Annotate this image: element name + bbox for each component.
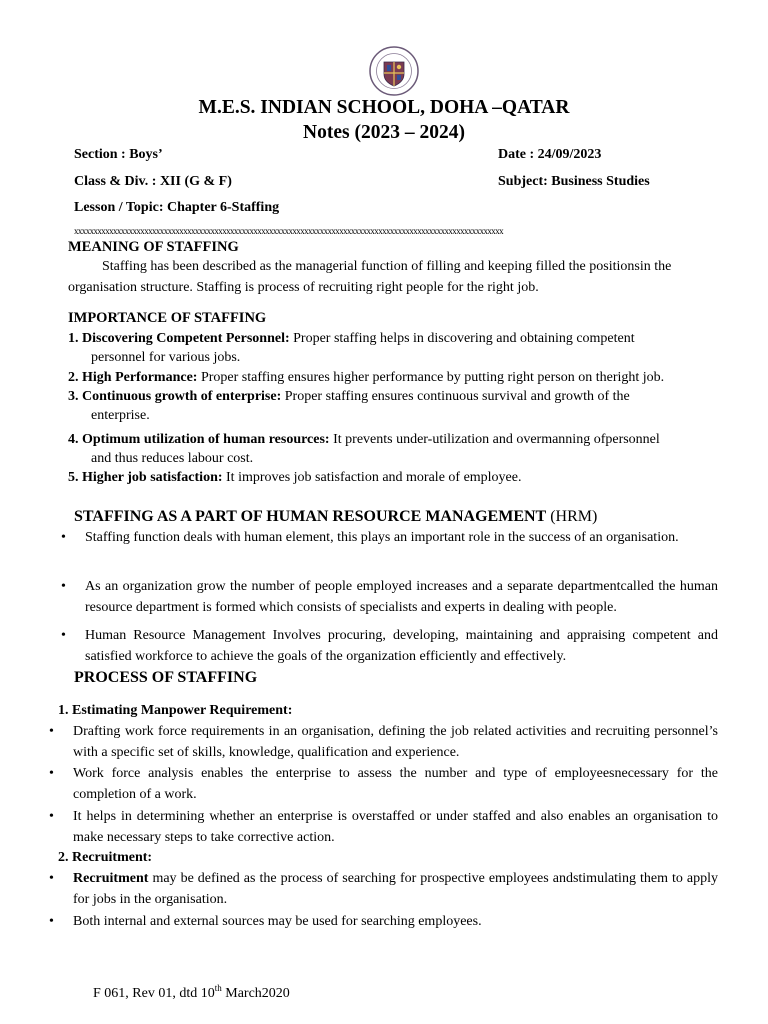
point-term: 1. Discovering Competent Personnel: [68, 331, 290, 346]
notes-year: Notes (2023 – 2024) [303, 122, 465, 143]
point-text: Proper staffing helps in discovering and obtaining competent [289, 331, 635, 346]
point-continuation: personnel for various jobs. [91, 350, 241, 365]
importance-point-2 [68, 368, 718, 387]
bullet-text: As an organization grow the number of people employed increases and a separate departmentcalled the human resource department is formed which consists of specialists and experts in dealing with people. [85, 579, 718, 615]
point-text: It improves job satisfaction and morale of employee. [222, 470, 522, 485]
point-continuation: and thus reduces labour cost. [91, 451, 254, 466]
date-label: Date : 24/09/2023 [498, 147, 602, 162]
bullet-text: may be defined as the process of searching for prospective employees andstimulating them to apply for jobs in the organisation. [73, 871, 718, 907]
hrm-heading-suffix: (HRM) [546, 508, 598, 525]
lesson-topic-label: Lesson / Topic: Chapter 6-Staffing [74, 200, 280, 215]
point-term: 2. High Performance: [68, 370, 198, 385]
bullet-text: Staffing function deals with human element, this plays an important role in the success of an organisation. [85, 530, 679, 545]
footer-pre: F 061, Rev 01, dtd 10 [93, 986, 215, 1001]
hrm-bullet-2 [61, 577, 718, 618]
point-term: 3. Continuous growth of enterprise: [68, 389, 282, 404]
hrm-bullet-3 [61, 626, 718, 667]
bullet-text: Drafting work force requirements in an organisation, defining the job related activities and recruiting personnel’s with a specific set of skills, knowledge, qualification and experience. [73, 724, 718, 760]
subject-label: Subject: Business Studies [498, 174, 650, 189]
point-text: Proper staffing ensures higher performance by putting right person on theright job. [197, 370, 665, 385]
separator-line: xxxxxxxxxxxxxxxxxxxxxxxxxxxxxxxxxxxxxxxxxxxxxxxxxxxxxxxxxxxxxxxxxxxxxxxxxxxxxxxxxxxxxxxxxxxxxxxxxxxxxxxxxxxxxx [74, 226, 504, 236]
point-term: 4. Optimum utilization of human resources: [68, 432, 330, 447]
hrm-bullet-1 [61, 528, 718, 549]
bullet-icon: • [61, 530, 66, 545]
point-continuation: enterprise. [91, 408, 150, 423]
footer-post: March2020 [221, 986, 290, 1001]
step-2-title: 2. Recruitment: [58, 850, 153, 865]
importance-point-4 [68, 430, 718, 468]
bullet-text: Both internal and external sources may be used for searching employees. [73, 914, 482, 929]
bullet-icon: • [49, 871, 54, 886]
section-label: Section : Boys’ [74, 147, 163, 162]
step-1-bullet-2 [49, 764, 718, 805]
importance-heading: IMPORTANCE OF STAFFING [68, 310, 267, 326]
step-1-title: 1. Estimating Manpower Requirement: [58, 703, 293, 718]
footer-form-code [93, 983, 290, 1002]
class-div-label: Class & Div. : XII (G & F) [74, 174, 232, 189]
bullet-text: Human Resource Management Involves procuring, developing, maintaining and appraising competent and satisfied workforce to achieve the goals of the organization efficiently and effectively. [85, 628, 718, 664]
bullet-icon: • [49, 766, 54, 781]
meaning-heading: MEANING OF STAFFING [68, 239, 239, 255]
hrm-heading-text: STAFFING AS A PART OF HUMAN RESOURCE MANAGEMENT [74, 508, 547, 525]
bullet-icon: • [49, 724, 54, 739]
point-text: Proper staffing ensures continuous survival and growth of the [281, 389, 630, 404]
bullet-icon: • [61, 579, 66, 594]
step-1-bullet-3 [49, 807, 718, 848]
importance-point-1 [68, 329, 718, 367]
hrm-heading [74, 508, 597, 526]
footer-sup: th [214, 983, 222, 993]
school-name: M.E.S. INDIAN SCHOOL, DOHA –QATAR [198, 97, 570, 118]
bullet-text: Work force analysis enables the enterprise to assess the number and type of employeesnecessary for the completion of a work. [73, 766, 718, 802]
meaning-line-1: Staffing has been described as the managerial function of filling and keeping filled the positionsin the [102, 259, 672, 274]
step-2-bullet-2 [49, 912, 718, 933]
school-crest-icon [369, 46, 419, 96]
meaning-line-2: organisation structure. Staffing is process of recruiting right people for the right job. [68, 280, 539, 295]
bullet-icon: • [49, 914, 54, 929]
bullet-icon: • [61, 628, 66, 643]
step-2-bullet-1 [49, 869, 718, 910]
bullet-icon: • [49, 809, 54, 824]
importance-point-3 [68, 387, 718, 425]
step-1-bullet-1 [49, 722, 718, 763]
process-heading: PROCESS OF STAFFING [74, 669, 258, 686]
bullet-term: Recruitment [73, 871, 149, 886]
point-text: It prevents under-utilization and overmanning ofpersonnel [329, 432, 660, 447]
importance-point-5 [68, 468, 718, 487]
point-term: 5. Higher job satisfaction: [68, 470, 223, 485]
bullet-text: It helps in determining whether an enterprise is overstaffed or under staffed and also enables an organisation to make necessary steps to take corrective action. [73, 809, 718, 845]
